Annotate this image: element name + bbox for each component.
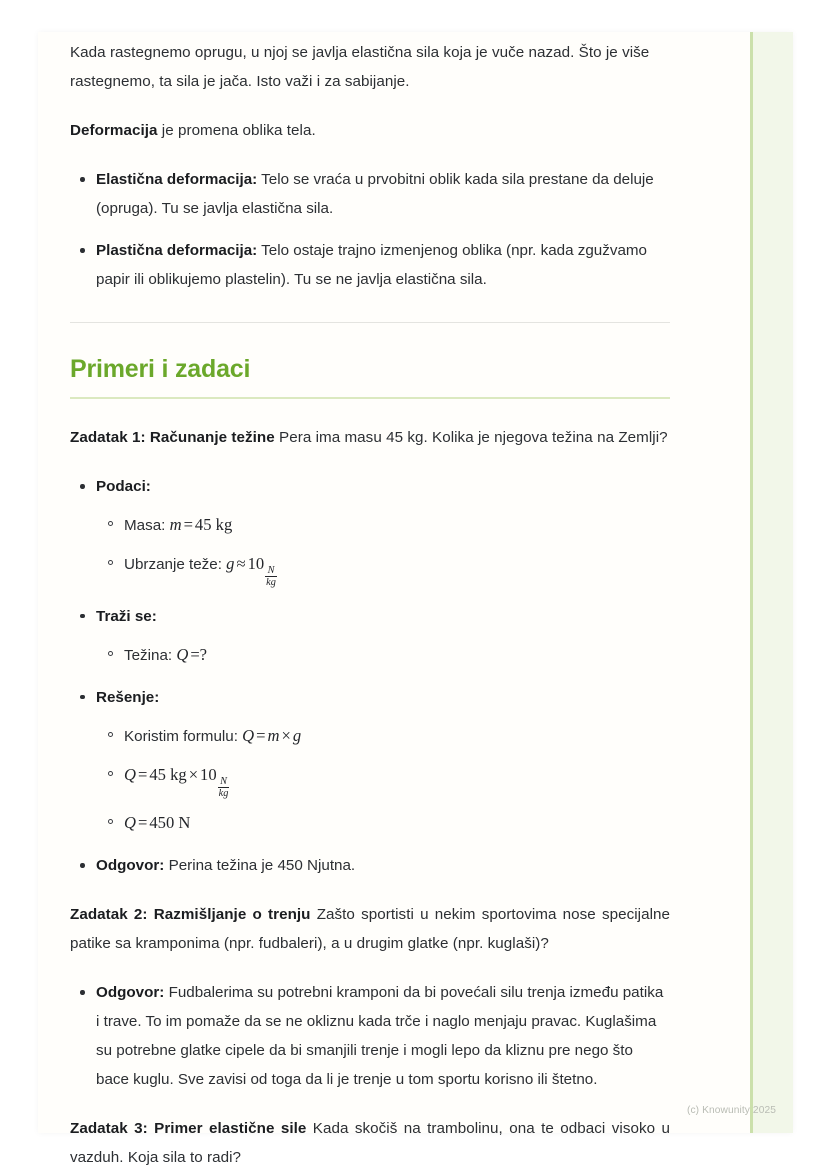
- list-item: [124, 760, 670, 800]
- substitution-expression: Q = 45 kg × 10 $\frac{N}{kg}$: [124, 764, 229, 799]
- list-item-term: Plastična deformacija:: [96, 242, 258, 259]
- formula-expression: Q = m × g: [242, 725, 302, 745]
- task3-title: Zadatak 3: Primer elastične sile: [70, 1120, 307, 1138]
- list-item: [124, 510, 670, 540]
- mass-expression: m = 45 kg: [169, 515, 233, 534]
- task1-asked-block: [96, 602, 670, 670]
- task3-question: Kada skočiš na trambolinu, ona te odbaci visoko u vazduh. Koja sila to radi?: [70, 1120, 670, 1167]
- task1-given-label: Podaci:: [96, 478, 151, 495]
- task1-answer-label: Odgovor:: [96, 857, 165, 875]
- gravity-expression: g ≈ 10 $\frac{N}{kg}$: [226, 554, 276, 589]
- task1-given-block: [96, 472, 670, 589]
- list-item: [124, 721, 670, 751]
- deformation-definition: [70, 116, 670, 145]
- right-accent-band: [750, 32, 793, 1133]
- list-item-text: Telo se vraća u prvobitni oblik kada sila prestane da deluje (opruga). Tu se javlja elastična sila.: [96, 171, 654, 217]
- task1-solution-list: [96, 721, 670, 839]
- document-page: [38, 32, 793, 1167]
- task1-answer: [96, 851, 670, 880]
- task1-prompt: [70, 423, 670, 452]
- task1-asked-list: [96, 640, 670, 670]
- task1-asked-label: Traži se:: [96, 607, 157, 625]
- task2-title: Zadatak 2: Razmišljanje o trenju: [70, 906, 311, 924]
- document-content: [70, 32, 671, 1167]
- list-item: [124, 808, 670, 838]
- task1-answer-text: Perina težina je 450 Njutna.: [164, 857, 356, 875]
- deformation-rest: je promena oblika tela.: [157, 122, 316, 139]
- gravity-label: Ubrzanje teže:: [124, 556, 227, 573]
- unit-fraction: $\frac{N}{kg}$: [218, 775, 229, 799]
- formula-label: Koristim formulu:: [124, 727, 243, 745]
- task2-list: [70, 978, 670, 1094]
- task2-answer-label: Odgovor:: [96, 984, 165, 1002]
- intro-paragraph: Kada rastegnemo oprugu, u njoj se javlja elastična sila koja je vuče nazad. Što je više rastegnemo, ta sila je jača. Isto važi i za sabijanje.: [70, 44, 650, 90]
- task1-question: Pera ima masu 45 kg. Kolika je njegova težina na Zemlji?: [274, 429, 668, 446]
- weight-expression: Q =?: [176, 644, 208, 664]
- list-item: [124, 549, 670, 589]
- task3-prompt: [70, 1114, 670, 1172]
- copyright-footer: (c) Knowunity 2025: [686, 1105, 776, 1116]
- heading-underline: [70, 397, 670, 399]
- list-item-term: Elastična deformacija:: [96, 171, 258, 188]
- page-title: Primeri i zadaci: [70, 355, 251, 383]
- task2-answer-text: Fudbalerima su potrebni kramponi da bi povećali silu trenja između patika i trave. To im pomaže da se ne okliznu kada trče i naglo menjaju pravac. Kuglašima su potrebne glatke cipele da bi smanjili trenje i mogli lepo da kliznu pre nego što bace kuglu. Sve zavisi od toga da li je trenje u tom sportu korisno ili štetno.: [96, 984, 664, 1089]
- task2-answer: [96, 978, 670, 1094]
- list-item: [96, 165, 670, 223]
- list-item: [96, 236, 670, 294]
- list-item: [124, 640, 670, 670]
- task1-given-list: [96, 510, 670, 589]
- result-expression: Q = 450 N: [124, 813, 191, 833]
- task1-list: [70, 472, 670, 880]
- section-divider: [70, 322, 670, 323]
- task1-solution-block: [96, 683, 670, 839]
- list-item-text: Telo ostaje trajno izmenjenog oblika (npr. kada zgužvamo papir ili oblikujemo plastelin). Tu se ne javlja elastična sila.: [96, 242, 647, 288]
- mass-label: Masa:: [124, 517, 170, 534]
- right-accent-rule: [750, 32, 753, 1133]
- task1-solution-label: Rešenje:: [96, 688, 160, 706]
- task2-prompt: [70, 900, 670, 958]
- weight-label: Težina:: [124, 646, 177, 664]
- unit-fraction: $\frac{N}{kg}$: [266, 565, 276, 589]
- task2-question: Zašto sportisti u nekim sportovima nose specijalne patike sa kramponima (npr. fudbaleri), a u drugim glatke (npr. kuglaši)?: [70, 906, 671, 953]
- deformation-list: [70, 165, 670, 294]
- deformation-term: Deformacija: [70, 122, 158, 139]
- task1-title: Zadatak 1: Računanje težine: [70, 429, 275, 446]
